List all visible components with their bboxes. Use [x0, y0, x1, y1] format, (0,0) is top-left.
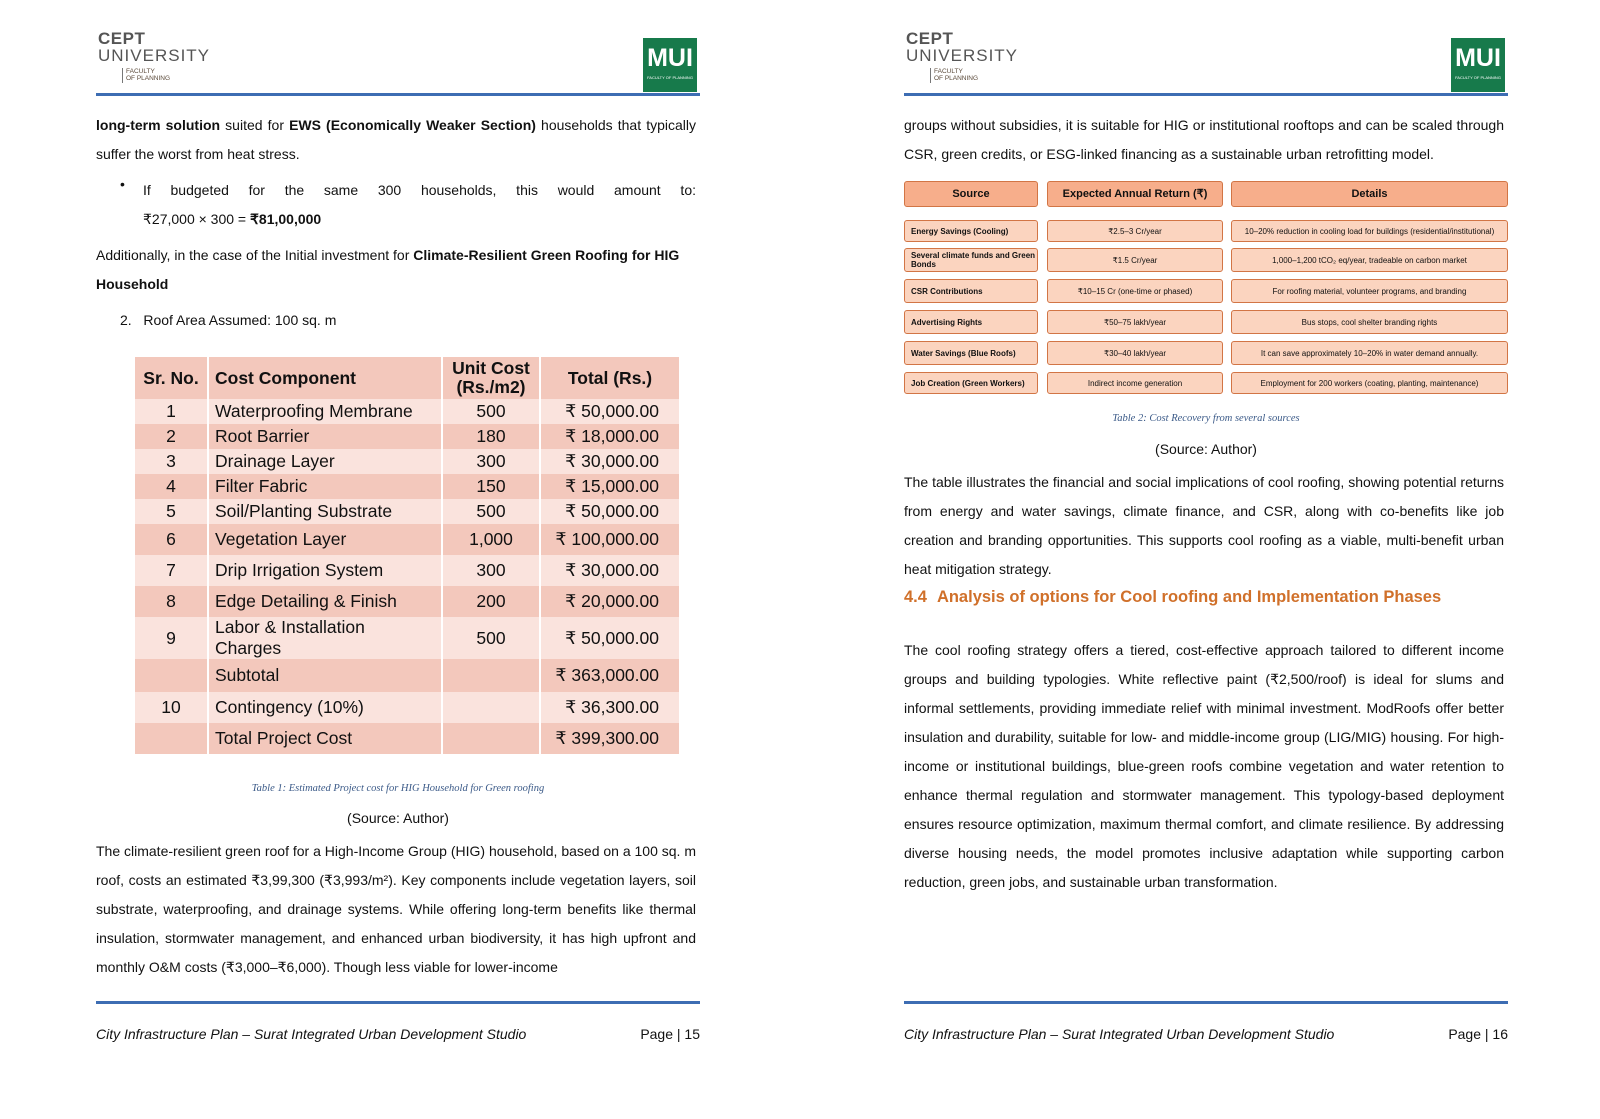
paragraph-additionally: [96, 241, 696, 299]
text-span: suited for: [220, 117, 290, 133]
table-row: [904, 372, 1508, 394]
table-row: [904, 341, 1508, 365]
cell-unit-cost: 500: [443, 399, 539, 424]
document-page-16: [808, 0, 1600, 1119]
cell-sr: 2: [135, 424, 207, 449]
table-row: [904, 279, 1508, 303]
mui-logo: [1451, 38, 1505, 92]
cell-source: Advertising Rights: [904, 310, 1038, 334]
cell-sr: 5: [135, 499, 207, 524]
column-header-unit-cost: Unit Cost (Rs./m2): [443, 357, 539, 399]
cell-unit-cost: [443, 692, 539, 723]
mui-logo-subtext: FACULTY OF PLANNING: [647, 75, 693, 80]
cell-unit-cost: [443, 659, 539, 692]
paragraph-continued: groups without subsidies, it is suitable for HIG or institutional rooftops and can be scaled through CSR, green credits, or ESG-linked financing as a sustainable urban retrofitting model.: [904, 117, 1504, 162]
cell-component: Total Project Cost: [209, 723, 441, 754]
cell-component: Vegetation Layer: [209, 524, 441, 555]
cell-unit-cost: 300: [443, 449, 539, 474]
cell-details: 10–20% reduction in cooling load for buildings (residential/institutional): [1231, 220, 1508, 242]
cept-logo-line1: CEPT: [906, 29, 954, 48]
table-row: [135, 586, 679, 617]
cell-total: ₹ 363,000.00: [541, 659, 679, 692]
header-rule: [96, 93, 700, 96]
cept-logo-planning: OF PLANNING: [934, 75, 979, 83]
cell-component: Drip Irrigation System: [209, 555, 441, 586]
bullet-marker: •: [120, 176, 125, 192]
cept-logo-faculty: FACULTY: [934, 68, 963, 75]
cell-unit-cost: 500: [443, 499, 539, 524]
cell-source: Energy Savings (Cooling): [904, 220, 1038, 242]
text-span: Additionally, in the case of the Initial investment for: [96, 247, 414, 263]
cell-total: ₹ 50,000.00: [541, 617, 679, 659]
page-number: Page | 15: [640, 1026, 700, 1042]
table-1-caption: Table 1: Estimated Project cost for HIG Household for Green roofing: [251, 783, 545, 794]
table-row: [904, 248, 1508, 272]
footer-rule: [904, 1001, 1508, 1004]
cell-unit-cost: 500: [443, 617, 539, 659]
cell-total: ₹ 100,000.00: [541, 524, 679, 555]
cell-sr: 10: [135, 692, 207, 723]
cell-sr: 3: [135, 449, 207, 474]
cell-unit-cost: [443, 723, 539, 754]
list-text: Roof Area Assumed: 100 sq. m: [143, 312, 337, 328]
footer-title: City Infrastructure Plan – Surat Integrated Urban Development Studio: [96, 1026, 527, 1042]
paragraph-intro: [96, 111, 696, 169]
cell-details: 1,000–1,200 tCO₂ eq/year, tradeable on carbon market: [1231, 248, 1508, 272]
cept-logo-line3: [122, 68, 210, 83]
calc-result: ₹81,00,000: [250, 211, 322, 227]
page-number: Page | 16: [1448, 1026, 1508, 1042]
cept-logo-faculty: FACULTY: [126, 68, 155, 75]
cell-details: Employment for 200 workers (coating, planting, maintenance): [1231, 372, 1508, 394]
cell-return: ₹2.5–3 Cr/year: [1047, 220, 1223, 242]
footer-rule: [96, 1001, 700, 1004]
cell-details: Bus stops, cool shelter branding rights: [1231, 310, 1508, 334]
cell-source: Job Creation (Green Workers): [904, 372, 1038, 394]
cell-sr: 8: [135, 586, 207, 617]
calc-expression: ₹27,000 × 300 =: [143, 211, 250, 227]
cell-component: Soil/Planting Substrate: [209, 499, 441, 524]
cell-details: It can save approximately 10–20% in water demand annually.: [1231, 341, 1508, 365]
column-header-expected-return: Expected Annual Return (₹): [1047, 181, 1223, 207]
cell-details: For roofing material, volunteer programs, and branding: [1231, 279, 1508, 303]
table-header-row: [904, 181, 1508, 207]
cell-component: Edge Detailing & Finish: [209, 586, 441, 617]
column-header-total: Total (Rs.): [541, 357, 679, 399]
section-title: Analysis of options for Cool roofing and Implementation Phases: [936, 588, 1442, 606]
cost-table: [133, 357, 681, 754]
cell-unit-cost: 180: [443, 424, 539, 449]
table-row: [135, 555, 679, 586]
list-item-roof-area: [120, 306, 720, 335]
cell-return: Indirect income generation: [1047, 372, 1223, 394]
column-header-source: Source: [904, 181, 1038, 207]
table-2-source: (Source: Author): [1155, 441, 1257, 457]
paragraph-green-roof-summary: The climate-resilient green roof for a High-Income Group (HIG) household, based on a 100 sq. m roof, costs an estimated ₹3,99,300 (₹3,993/m²). Key components include vegetation layers, soil substrate, waterproofing, and drainage systems. While offering long-term benefits like thermal insulation, stormwater management, and enhanced urban biodiversity, it has high upfront and monthly O&M costs (₹3,000–₹6,000). Though less viable for lower-income: [96, 843, 696, 975]
cept-logo-line3: [930, 68, 1018, 83]
paragraph-table-summary: The table illustrates the financial and social implications of cool roofing, showing potential returns from energy and water savings, climate finance, and CSR, along with co-benefits like job creation and branding opportunities. This supports cool roofing as a viable, multi-benefit urban heat mitigation strategy.: [904, 474, 1504, 577]
bold-long-term-solution: long-term solution: [96, 117, 221, 133]
table-row-total: [135, 723, 679, 754]
cell-total: ₹ 50,000.00: [541, 399, 679, 424]
cell-sr: 7: [135, 555, 207, 586]
cell-component: Drainage Layer: [209, 449, 441, 474]
cell-unit-cost: 1,000: [443, 524, 539, 555]
cell-component: Contingency (10%): [209, 692, 441, 723]
cell-total: ₹ 20,000.00: [541, 586, 679, 617]
bold-green-roofing-hig: Climate-Resilient Green Roofing for HIG Household: [96, 247, 680, 292]
table-header-row: [135, 357, 679, 399]
cell-return: ₹50–75 lakh/year: [1047, 310, 1223, 334]
cell-component: Subtotal: [209, 659, 441, 692]
cell-sr: 9: [135, 617, 207, 659]
cell-component: Waterproofing Membrane: [209, 399, 441, 424]
cell-sr: 1: [135, 399, 207, 424]
table-row-contingency: [135, 692, 679, 723]
cept-logo-line2: UNIVERSITY: [98, 46, 211, 65]
text-span: households that typically suffer the worst from heat stress.: [96, 117, 696, 162]
cell-component: Filter Fabric: [209, 474, 441, 499]
column-header-sr-no: Sr. No.: [135, 357, 207, 399]
table-row: [135, 424, 679, 449]
table-row: [135, 474, 679, 499]
footer-title: City Infrastructure Plan – Surat Integrated Urban Development Studio: [904, 1026, 1335, 1042]
bullet-calculation: [143, 205, 696, 234]
cell-unit-cost: 300: [443, 555, 539, 586]
column-header-details: Details: [1231, 181, 1508, 207]
table-row-subtotal: [135, 659, 679, 692]
paragraph-cool-roofing-strategy: The cool roofing strategy offers a tiered, cost-effective approach tailored to different income groups and building typologies. White reflective paint (₹2,500/roof) is ideal for slums and informal settlements, providing immediate relief with minimal investment. ModRoofs offer better insulation and durability, suitable for low- and middle-income group (LIG/MIG) housing. For high-income or institutional buildings, blue-green roofs combine vegetation and water retention to enhance thermal regulation and stormwater management. This typology-based deployment ensures resource optimization, maximum thermal comfort, and climate resilience. By addressing diverse housing needs, the model promotes inclusive adaptation while supporting carbon reduction, green jobs, and sustainable urban transformation.: [904, 642, 1504, 890]
cell-total: ₹ 30,000.00: [541, 449, 679, 474]
table-row: [904, 220, 1508, 242]
cept-logo-line1: CEPT: [98, 29, 146, 48]
section-heading: [904, 588, 1441, 607]
header-rule: [904, 93, 1508, 96]
table-row: [135, 524, 679, 555]
cell-total: ₹ 399,300.00: [541, 723, 679, 754]
cept-logo-planning: OF PLANNING: [126, 75, 171, 83]
table-1-source: (Source: Author): [347, 810, 449, 826]
cell-return: ₹1.5 Cr/year: [1047, 248, 1223, 272]
cept-university-logo: [98, 30, 210, 83]
mui-logo: [643, 38, 697, 92]
section-number: 4.4: [904, 588, 927, 606]
cell-sr: 6: [135, 524, 207, 555]
cell-unit-cost: 200: [443, 586, 539, 617]
table-row: [135, 449, 679, 474]
table-row: [135, 617, 679, 659]
bullet-item-text: If budgeted for the same 300 households, this would amount to:: [143, 182, 696, 198]
cell-total: ₹ 50,000.00: [541, 499, 679, 524]
cell-total: ₹ 18,000.00: [541, 424, 679, 449]
list-number: 2.: [120, 312, 132, 328]
cept-university-logo: [906, 30, 1018, 83]
cell-component: Root Barrier: [209, 424, 441, 449]
cell-sr: [135, 723, 207, 754]
cell-sr: 4: [135, 474, 207, 499]
table-row: [135, 399, 679, 424]
column-header-cost-component: Cost Component: [209, 357, 441, 399]
table-row: [135, 499, 679, 524]
cell-return: ₹10–15 Cr (one-time or phased): [1047, 279, 1223, 303]
cell-sr: [135, 659, 207, 692]
cell-source: Several climate funds and Green Bonds: [904, 248, 1038, 272]
cell-return: ₹30–40 lakh/year: [1047, 341, 1223, 365]
cell-total: ₹ 30,000.00: [541, 555, 679, 586]
bold-ews: EWS (Economically Weaker Section): [289, 117, 536, 133]
cell-total: ₹ 36,300.00: [541, 692, 679, 723]
cell-unit-cost: 150: [443, 474, 539, 499]
mui-logo-text: MUI: [1455, 44, 1501, 72]
mui-logo-subtext: FACULTY OF PLANNING: [1455, 75, 1501, 80]
cell-source: CSR Contributions: [904, 279, 1038, 303]
cell-total: ₹ 15,000.00: [541, 474, 679, 499]
mui-logo-text: MUI: [647, 44, 693, 72]
cept-logo-line2: UNIVERSITY: [906, 46, 1019, 65]
table-row: [904, 310, 1508, 334]
cell-source: Water Savings (Blue Roofs): [904, 341, 1038, 365]
cell-component: Labor & Installation Charges: [209, 617, 441, 659]
table-2-caption: Table 2: Cost Recovery from several sources: [1112, 413, 1300, 424]
